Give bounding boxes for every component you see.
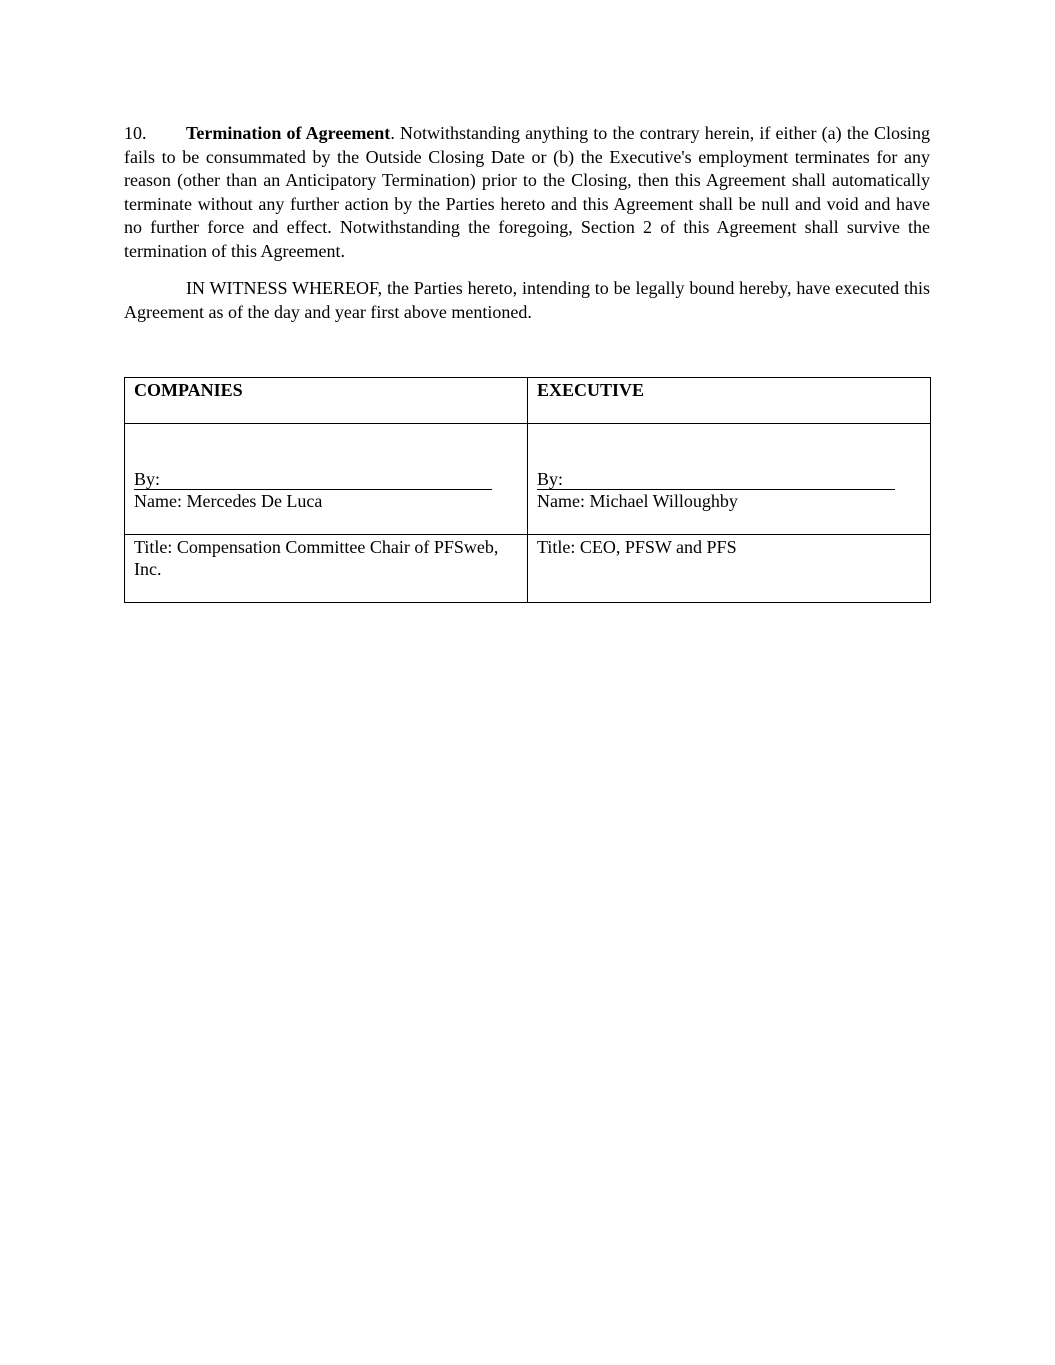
- document-page: [124, 122, 930, 324]
- executive-signature-cell: [528, 424, 931, 491]
- section-10-paragraph: [124, 122, 930, 263]
- section-heading: Termination of Agreement: [186, 123, 391, 143]
- signature-name-row: [125, 490, 931, 535]
- executive-signer-title: Title: CEO, PFSW and PFS: [528, 535, 931, 603]
- companies-signature-cell: [125, 424, 528, 491]
- executive-signature-line: By:: [537, 469, 895, 490]
- section-body: . Notwithstanding anything to the contrary herein, if either (a) the Closing fails to be consummated by the Outside Closing Date or (b) the Executive's employment terminates for any reason (other than an Anticipatory Termination) prior to the Closing, then this Agreement shall automatically terminate without any further action by the Parties hereto and this Agreement shall be null and void and have no further force and effect. Notwithstanding the foregoing, Section 2 of this Agreement shall survive the termination of this Agreement.: [124, 123, 930, 261]
- section-number: 10.: [124, 123, 147, 143]
- executive-header: EXECUTIVE: [528, 378, 931, 424]
- signature-title-row: [125, 535, 931, 603]
- companies-signer-name: Name: Mercedes De Luca: [125, 490, 528, 535]
- signature-by-row: [125, 424, 931, 491]
- executive-signer-name: Name: Michael Willoughby: [528, 490, 931, 535]
- companies-header: COMPANIES: [125, 378, 528, 424]
- signature-header-row: [125, 378, 931, 424]
- witness-paragraph: IN WITNESS WHEREOF, the Parties hereto, intending to be legally bound hereby, have executed this Agreement as of the day and year first above mentioned.: [124, 278, 930, 322]
- companies-signature-line: By:: [134, 469, 492, 490]
- signature-table: [124, 377, 931, 603]
- companies-signer-title: Title: Compensation Committee Chair of PFSweb, Inc.: [125, 535, 528, 603]
